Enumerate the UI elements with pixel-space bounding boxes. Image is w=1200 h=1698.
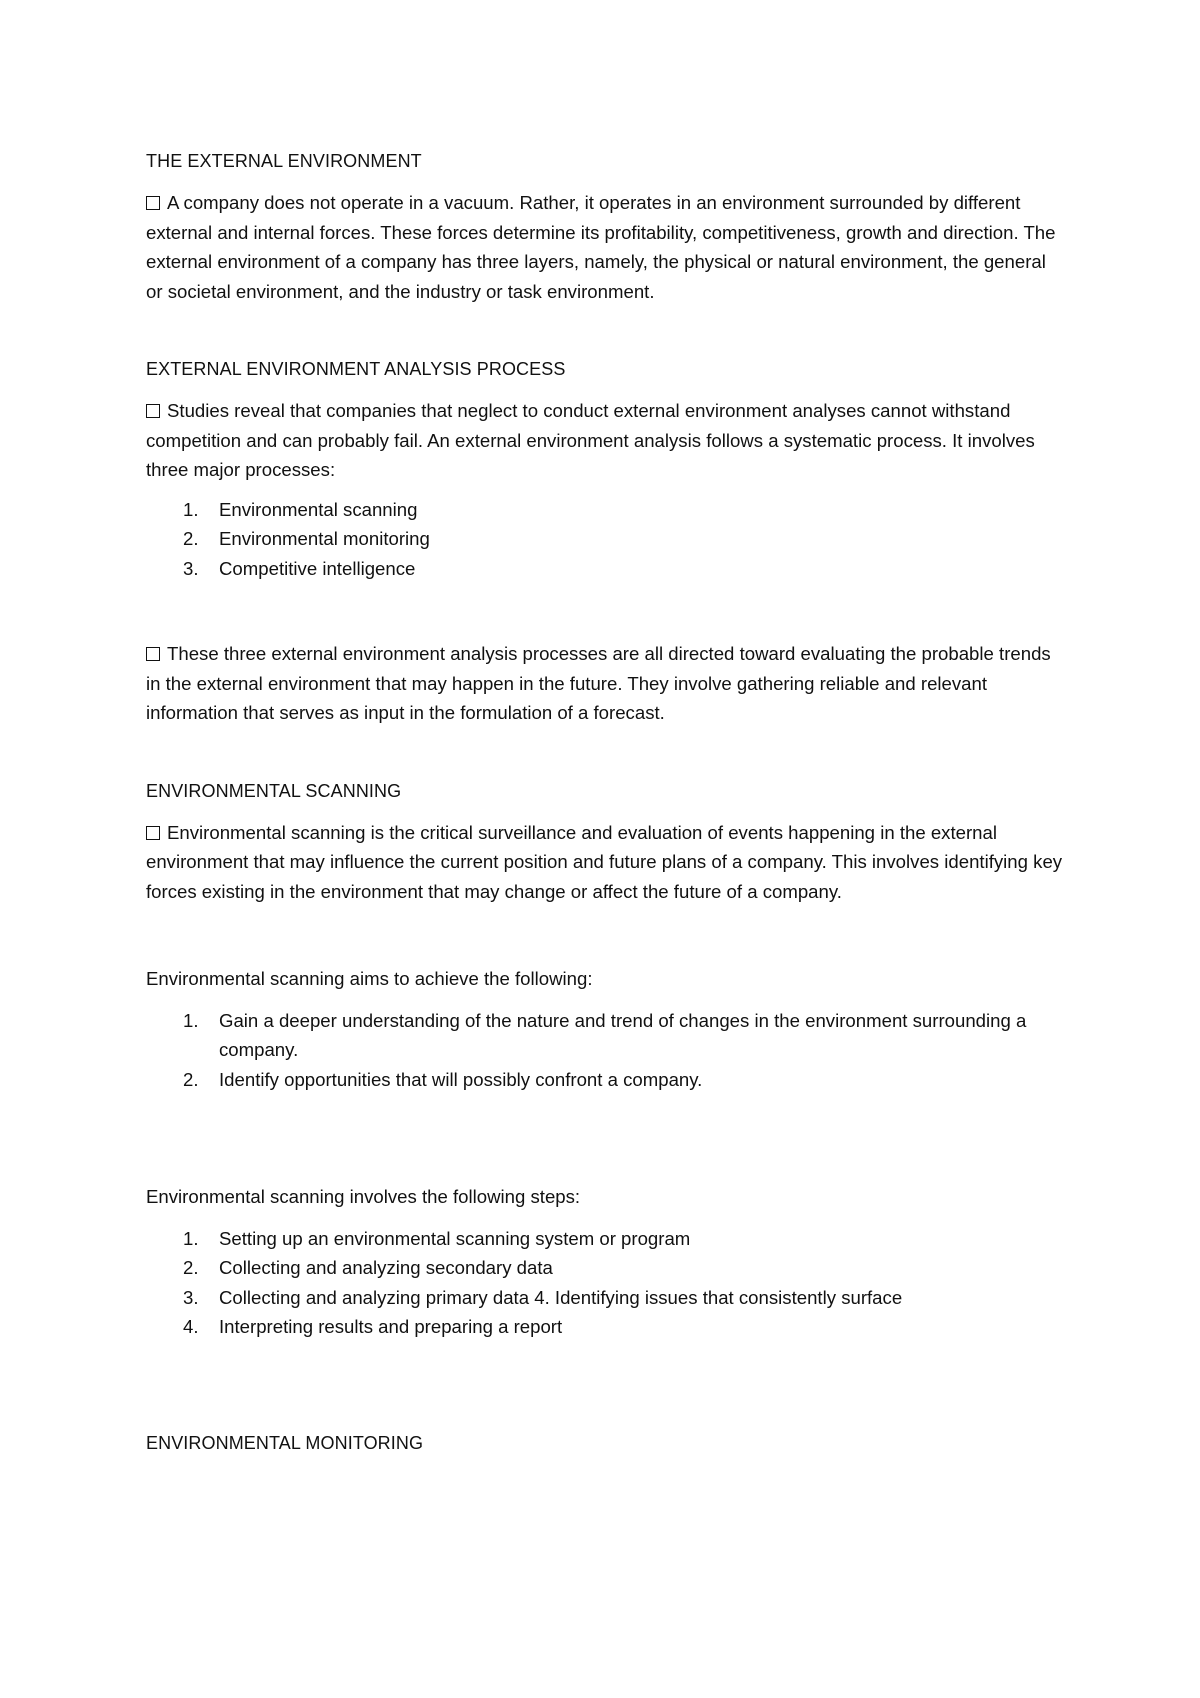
paragraph-text: These three external environment analysis processes are all directed toward evaluating the probable trends in the external environment that may happen in the future. They involve gathering reliable and relevant information that serves as input in the formulation of a forecast.	[146, 643, 1051, 723]
paragraph-external-environment	[146, 188, 1066, 306]
heading-analysis-process: EXTERNAL ENVIRONMENT ANALYSIS PROCESS	[146, 359, 566, 379]
list-item-text: Identify opportunities that will possibly confront a company.	[219, 1068, 703, 1090]
list-item	[146, 1253, 1066, 1283]
paragraph-analysis-processes-purpose	[146, 639, 1066, 728]
paragraph-environmental-scanning	[146, 818, 1066, 907]
list-item-text: Environmental monitoring	[219, 528, 430, 549]
list-number: 2.	[183, 1068, 199, 1090]
heading-external-environment: THE EXTERNAL ENVIRONMENT	[146, 151, 422, 171]
scanning-aims-intro: Environmental scanning aims to achieve the following:	[146, 968, 593, 989]
list-number: 3.	[183, 1286, 199, 1308]
list-item	[146, 495, 1066, 525]
scanning-steps-intro: Environmental scanning involves the following steps:	[146, 1186, 581, 1207]
list-item-text: Gain a deeper understanding of the nature and trend of changes in the environment surrounding a company.	[219, 1009, 1027, 1060]
list-item	[146, 1283, 1066, 1313]
list-number: 2.	[183, 528, 199, 549]
analysis-process-list	[146, 495, 1066, 584]
list-number: 1.	[183, 1009, 199, 1031]
list-item	[146, 1065, 1066, 1095]
heading-environmental-monitoring: ENVIRONMENTAL MONITORING	[146, 1432, 424, 1453]
list-item	[146, 1006, 1066, 1065]
document-body	[146, 146, 1066, 1458]
list-number: 1.	[183, 1227, 199, 1249]
paragraph-text: Studies reveal that companies that neglect to conduct external environment analyses cannot withstand competition and can probably fail. An external environment analysis follows a systematic process. It involves three major processes:	[146, 400, 1035, 480]
list-item	[146, 1224, 1066, 1254]
checkbox-bullet-icon	[146, 196, 160, 210]
paragraph-text: Environmental scanning is the critical surveillance and evaluation of events happening in the external environment that may influence the current position and future plans of a company. This involves identifying key forces existing in the environment that may change or affect the future of a company.	[146, 821, 1063, 902]
checkbox-bullet-icon	[146, 404, 160, 418]
list-number: 4.	[183, 1316, 199, 1337]
heading-environmental-scanning: ENVIRONMENTAL SCANNING	[146, 780, 402, 801]
scanning-aims-list	[146, 1006, 1066, 1095]
list-item	[146, 554, 1066, 584]
checkbox-bullet-icon	[146, 826, 160, 840]
list-number: 1.	[183, 498, 199, 520]
list-item-text: Environmental scanning	[219, 498, 418, 520]
list-item	[146, 524, 1066, 554]
scanning-steps-list	[146, 1224, 1066, 1342]
list-item-text: Setting up an environmental scanning system or program	[219, 1227, 691, 1249]
list-item-text: Competitive intelligence	[219, 557, 416, 579]
list-number: 2.	[183, 1257, 199, 1278]
paragraph-analysis-process	[146, 396, 1066, 485]
paragraph-text: A company does not operate in a vacuum. Rather, it operates in an environment surrounded by different external and internal forces. These forces determine its profitability, competitiveness, growth and direction. The external environment of a company has three layers, namely, the physical or natural environment, the general or societal environment, and the industry or task environment.	[146, 192, 1056, 302]
list-item	[146, 1312, 1066, 1342]
list-item-text: Collecting and analyzing primary data 4. Identifying issues that consistently surface	[219, 1286, 903, 1308]
list-item-text: Collecting and analyzing secondary data	[219, 1257, 553, 1278]
list-item-text: Interpreting results and preparing a report	[219, 1316, 563, 1337]
checkbox-bullet-icon	[146, 647, 160, 661]
list-number: 3.	[183, 557, 199, 579]
